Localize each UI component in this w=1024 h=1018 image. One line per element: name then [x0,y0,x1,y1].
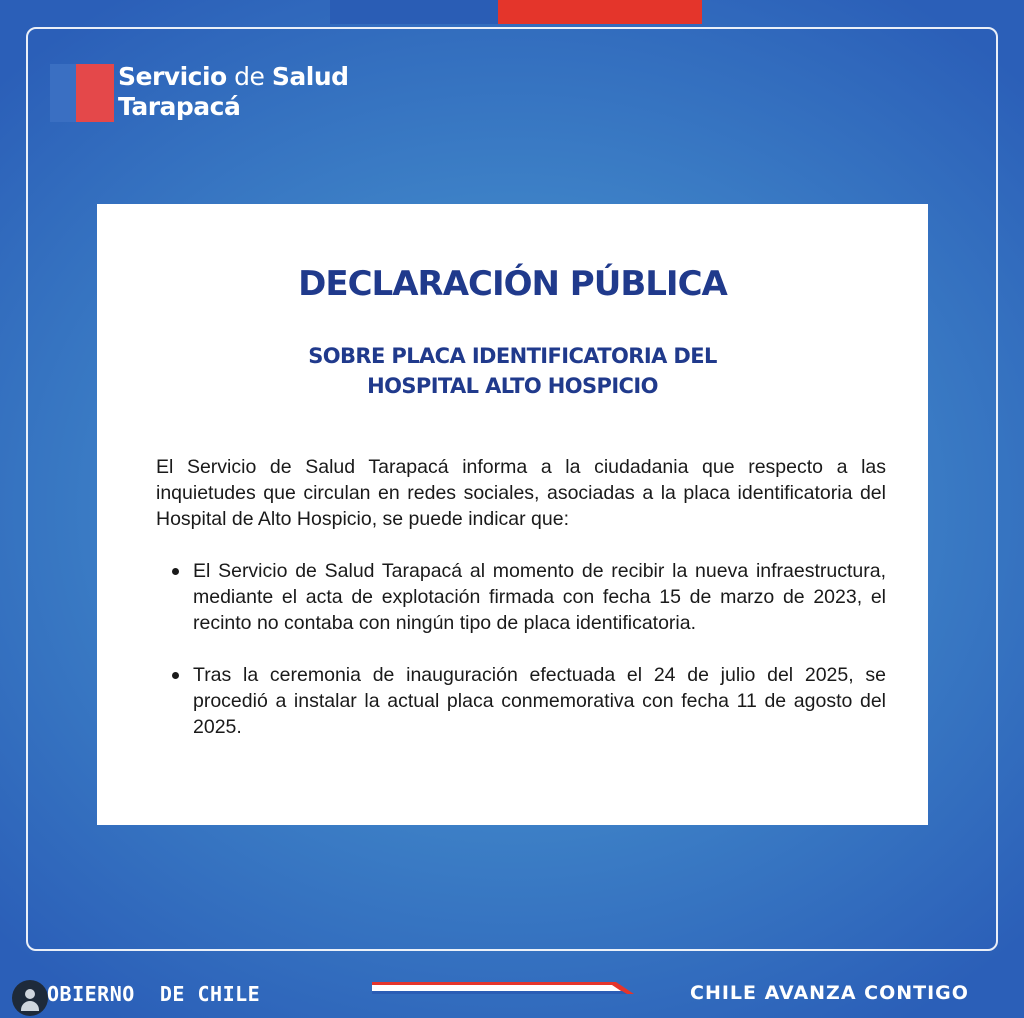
bullet-text: El Servicio de Salud Tarapacá al momento de recibir la nueva infraestructura, mediante el acta de explotación firmada con fecha 15 de marzo de 2023, el recinto no contaba con ningún tipo de placa identificatoria. [193,560,886,634]
footer-chile-avanza-contigo: CHILE AVANZA CONTIGO [690,982,969,1004]
intro-paragraph: El Servicio de Salud Tarapacá informa a la ciudadania que respecto a las inquietudes que circulan en redes sociales, asociadas a la placa identificatoria del Hospital de Alto Hospicio, se puede indicar que: [156,456,886,530]
logo-mark-icon [50,64,114,122]
bullet-list [156,558,886,740]
stripe-blue [372,991,627,994]
avatar-head [25,989,35,999]
bullet-dot-icon [172,672,179,679]
declaration-subtitle [97,341,928,401]
declaration-card [97,204,928,825]
logo-word-salud: Salud [271,62,349,91]
user-avatar-icon[interactable] [12,980,48,1016]
declaration-body [156,454,886,766]
avatar-shoulders [21,1001,39,1011]
logo-word-servicio: Servicio [118,62,227,91]
logo-mark-blue [50,64,78,122]
logo-mark-red [76,64,114,122]
bullet-dot-icon [172,568,179,575]
bullet-item [156,558,886,636]
logo-line-1 [118,62,349,92]
logo-wordmark [118,62,349,122]
logo-line-2: Tarapacá [118,92,241,121]
top-blue-stripe [330,0,498,24]
subtitle-line-2: HOSPITAL ALTO HOSPICIO [367,374,658,398]
bullet-item [156,662,886,740]
subtitle-line-1: SOBRE PLACA IDENTIFICATORIA DEL [308,344,717,368]
declaration-title: DECLARACIÓN PÚBLICA [298,264,727,304]
footer-gobierno-de-chile: OBIERNO DE CHILE [47,982,261,1006]
footer-flag-stripes-icon [372,980,634,1000]
servicio-salud-logo [50,64,349,122]
top-red-stripe [498,0,702,24]
logo-word-de: de [226,62,272,91]
bullet-text: Tras la ceremonia de inauguración efectuada el 24 de julio del 2025, se procedió a instalar la actual placa conmemorativa con fecha 11 de agosto del 2025. [193,664,886,738]
